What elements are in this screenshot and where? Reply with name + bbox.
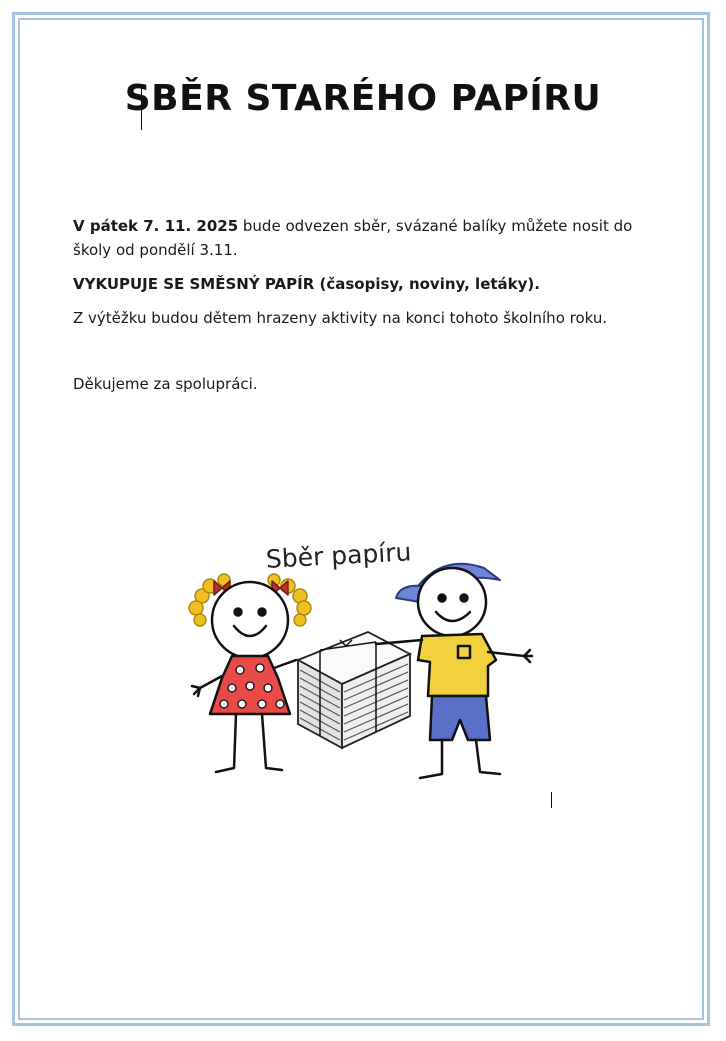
collection-date: V pátek 7. 11. 2025	[73, 217, 239, 235]
boy-head	[418, 568, 486, 636]
paper-type-notice: VYKUPUJE SE SMĚSNÝ PAPÍR (časopisy, noviny, letáky).	[73, 275, 540, 293]
paragraph-collection-date	[73, 214, 653, 262]
girl-head	[212, 582, 288, 658]
paragraph-thanks: Děkujeme za spolupráci.	[73, 375, 258, 393]
collection-details: bude odvezen sběr, svázané balíky můžete nosit do školy od pondělí 3.11.	[73, 217, 633, 259]
girl-figure	[189, 574, 311, 772]
boy-shirt	[418, 634, 496, 696]
text-cursor-end	[551, 792, 552, 808]
page-title: SBĚR STARÉHO PAPÍRU	[124, 78, 602, 119]
document-body	[73, 214, 653, 396]
page-border-inner	[18, 18, 704, 1020]
illustration-caption: Sběr papíru	[265, 537, 413, 574]
boy-shorts	[430, 696, 490, 740]
children-with-paper-bundle-illustration	[170, 528, 550, 790]
paper-bundle	[298, 632, 410, 748]
paragraph-paper-type	[73, 272, 653, 296]
paragraph-proceeds: Z výtěžku budou dětem hrazeny aktivity na konci tohoto školního roku.	[73, 309, 608, 327]
